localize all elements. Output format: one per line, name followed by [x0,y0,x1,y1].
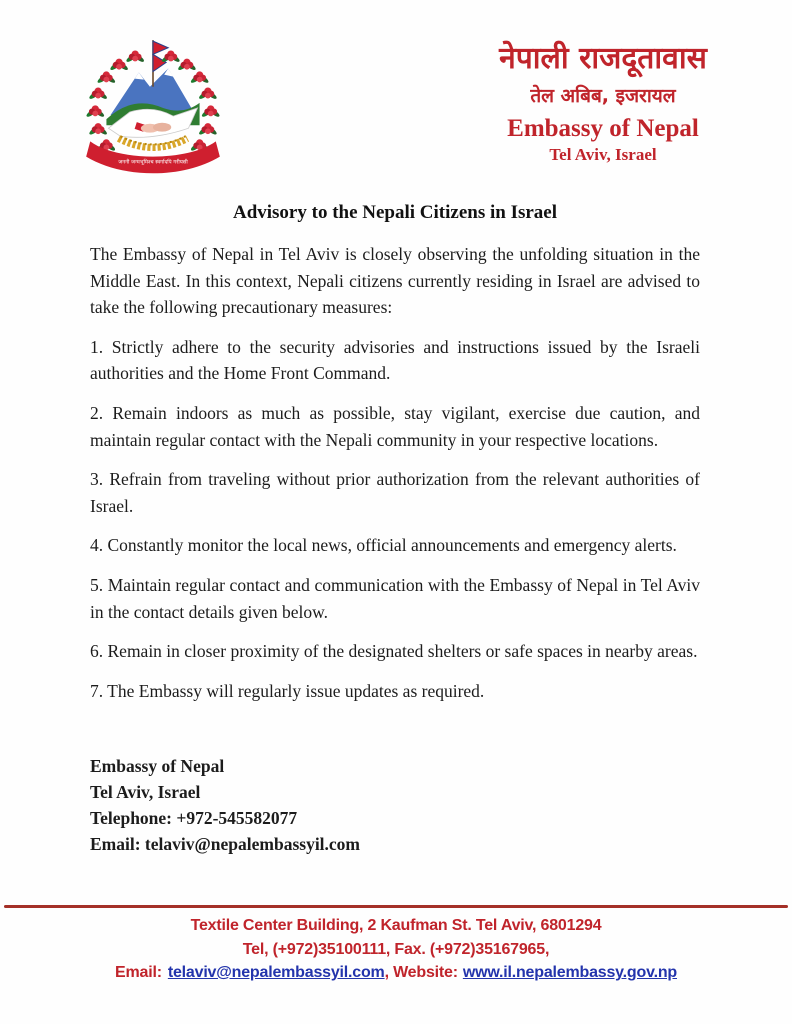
nepal-emblem-logo [72,32,234,188]
embassy-location-nepali: तेल अबिब, इजरायल [530,84,676,107]
letterhead [0,0,792,194]
footer-phone-fax: Tel, (+972)35100111, Fax. (+972)35167965, [242,940,550,958]
emblem-motto-text: जननी जन्मभूमिश्च स्वर्गादपि गरीयसी [118,159,188,166]
embassy-name-nepali: नेपाली राजदूतावास [499,41,707,76]
footer-divider [4,905,788,908]
advisory-item-6: 6. Remain in closer proximity of the designated shelters or safe spaces in nearby areas. [90,641,698,662]
advisory-item-4: 4. Constantly monitor the local news, official announcements and emergency alerts. [90,535,677,556]
embassy-name-english: Embassy of Nepal [507,114,699,142]
embassy-location-english: Tel Aviv, Israel [549,145,657,164]
letterhead-text [420,42,786,165]
advisory-body [0,202,792,857]
footer-website-link[interactable]: www.il.nepalembassy.gov.np [462,964,677,981]
signature-org: Embassy of Nepal [90,756,225,777]
footer-address: Textile Center Building, 2 Kaufman St. Tel Aviv, 6801294 [190,917,602,934]
footer-email-label: Email: [115,964,162,981]
emblem-wheat [119,138,188,147]
advisory-title: Advisory to the Nepali Citizens in Israel [232,202,558,223]
footer-website-label: , Website: [384,964,458,981]
advisory-item-1: 1. Strictly adhere to the security advisories and instructions issued by the Israeli authorities and the Home Front Command. [90,336,700,384]
advisory-item-2: 2. Remain indoors as much as possible, stay vigilant, exercise due caution, and maintain regular contact with the Nepali community in your respective locations. [90,402,700,450]
footer-email-link[interactable]: telaviv@nepalembassyil.com [167,964,385,981]
advisory-item-5: 5. Maintain regular contact and communication with the Embassy of Nepal in Tel Aviv in the contact details given below. [90,574,700,622]
signature-telephone: Telephone: +972-545582077 [90,808,298,829]
advisory-item-7: 7. The Embassy will regularly issue updates as required. [90,680,485,701]
advisory-item-3: 3. Refrain from traveling without prior authorization from the relevant authorities of Israel. [90,469,700,516]
signature-block [90,753,700,857]
advisory-intro: The Embassy of Nepal in Tel Aviv is closely observing the unfolding situation in the Middle East. In this context, Nepali citizens currently residing in Israel are advised to take the following precautionary measures: [90,244,700,318]
footer-contact-line [0,961,792,985]
signature-email: Email: telaviv@nepalembassyil.com [90,834,361,855]
signature-location: Tel Aviv, Israel [90,782,201,803]
page-footer [0,905,792,985]
